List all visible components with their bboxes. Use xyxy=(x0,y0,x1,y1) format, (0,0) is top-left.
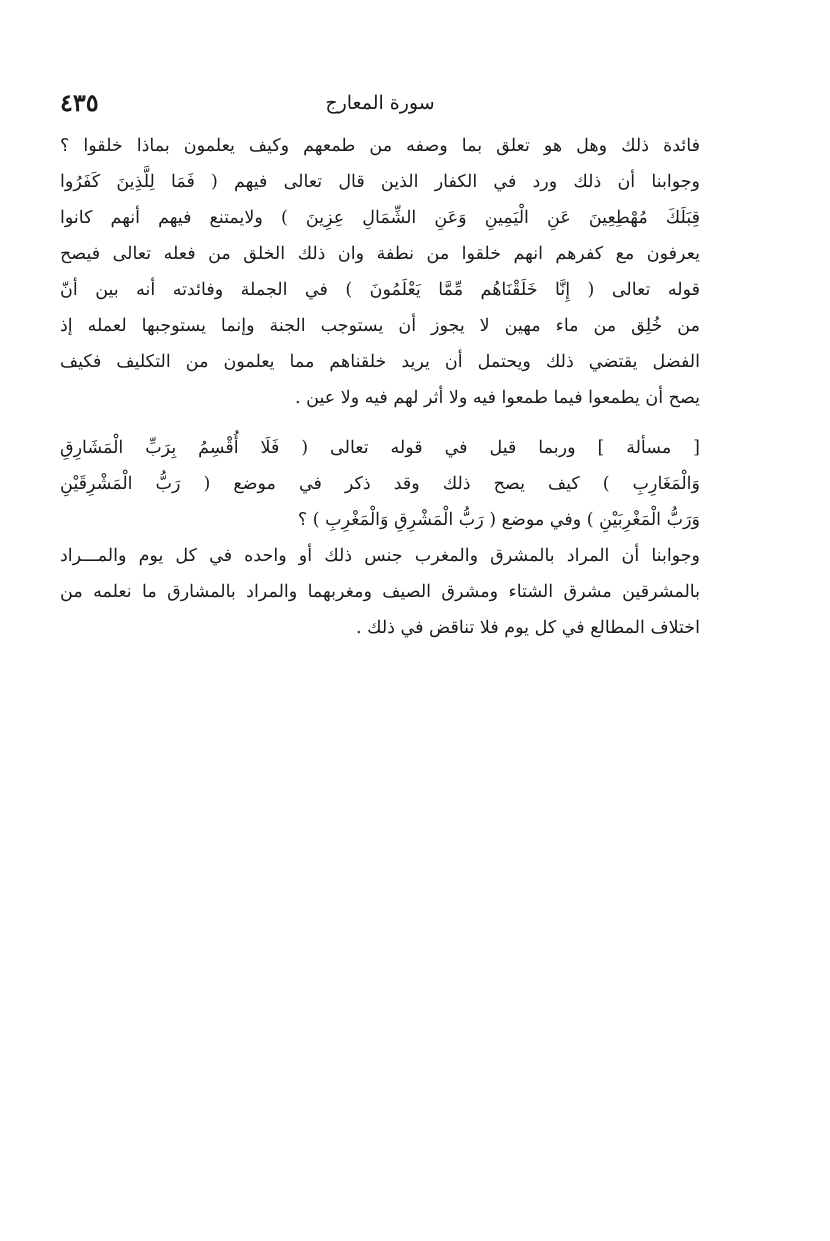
text-line: يعرفون مع كفرهم انهم خلقوا من نطفة وان ذلك الخلق من فعله تعالى فيصح xyxy=(60,244,700,264)
paragraph-gap xyxy=(60,416,700,430)
document-page xyxy=(60,88,700,646)
text-line: قوله تعالى ( إِنَّا خَلَقْنَاهُم مِّمَّا يَعْلَمُونَ ) في الجملة وفائدته أنه بين أنّ xyxy=(60,280,700,300)
surah-title: سورة المعارج xyxy=(325,92,435,114)
text-line: الفضل يقتضي ذلك ويحتمل أن يريد خلقناهم مما يعلمون من التكليف فكيف xyxy=(60,352,700,372)
running-header xyxy=(60,88,700,128)
text-line: وجوابنا أن المراد بالمشرق والمغرب جنس ذلك أو واحده في كل يوم والمـــراد xyxy=(60,546,700,566)
text-line: وجوابنا أن ذلك ورد في الكفار الذين قال تعالى فيهم ( فَمَا لِلَّذِينَ كَفَرُوا xyxy=(60,172,700,192)
paragraph-2 xyxy=(60,430,700,646)
text-line: [ مسألة ] وربما قيل في قوله تعالى ( فَلَا أُقْسِمُ بِرَبِّ الْمَشَارِقِ xyxy=(60,438,700,458)
text-line: فائدة ذلك وهل هو تعلق بما وصفه من طمعهم وكيف يعلمون بماذا خلقوا ؟ xyxy=(60,136,700,156)
text-line: وَرَبُّ الْمَغْرِبَيْنِ ) وفي موضع ( رَبُّ الْمَشْرِقِ وَالْمَغْرِبِ ) ؟ xyxy=(297,510,700,530)
text-line: وَالْمَغَارِبِ ) كيف يصح ذلك وقد ذكر في موضع ( رَبُّ الْمَشْرِقَيْنِ xyxy=(60,474,700,494)
text-line: بالمشرقين مشرق الشتاء ومشرق الصيف ومغربهما والمراد بالمشارق ما نعلمه من xyxy=(60,582,700,602)
paragraph-1 xyxy=(60,128,700,416)
text-line: قِبَلَكَ مُهْطِعِينَ عَنِ الْيَمِينِ وَعَنِ الشِّمَالِ عِزِينَ ) ولايمتنع فيهم أنهم كانوا xyxy=(60,208,700,228)
text-line: يصح أن يطمعوا فيما طمعوا فيه ولا أثر لهم فيه ولا عين . xyxy=(295,388,700,408)
text-line: اختلاف المطالع في كل يوم فلا تناقض في ذلك . xyxy=(355,618,700,638)
text-line: من خُلِق من ماء مهين لا يجوز أن يستوجب الجنة وإنما يستوجبها لعمله إذ xyxy=(60,316,700,336)
page-number: ٤٣٥ xyxy=(60,88,99,117)
